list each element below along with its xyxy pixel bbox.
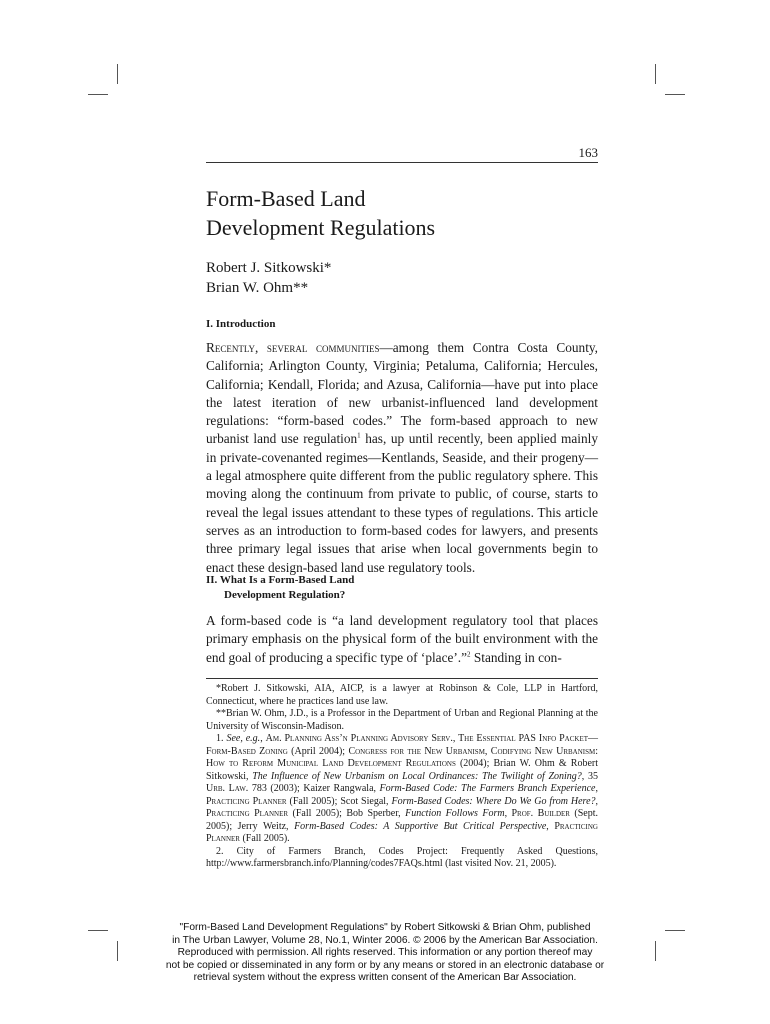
- fn-smallcaps: Practicing Planner: [206, 820, 598, 844]
- body-paragraph: [206, 612, 598, 667]
- author-name: Robert J. Sitkowski*: [206, 260, 332, 276]
- fn-text: 783 (2003); Kaizer Rangwala,: [248, 783, 380, 794]
- fn-text: ,: [595, 795, 599, 807]
- fn-smallcaps: Urb. Law.: [206, 783, 249, 794]
- footnote: **Brian W. Ohm, J.D., is a Professor in the Department of Urban and Regional Planning at the University of Wisconsin-Madison.: [206, 708, 598, 732]
- article-title: [206, 184, 598, 242]
- author-name: Brian W. Ohm**: [206, 280, 309, 296]
- fn-smallcaps: Prof. Builder: [511, 808, 570, 819]
- crop-mark: [665, 94, 685, 95]
- fn-text: ,: [504, 808, 512, 819]
- section-heading: [206, 573, 354, 603]
- footnotes: [206, 683, 598, 871]
- fn-text: (April 2004);: [287, 745, 349, 757]
- author-list: [206, 258, 331, 298]
- fn-text: ,: [595, 783, 598, 794]
- footnote-ref[interactable]: 1: [357, 432, 361, 441]
- fn-italic: The Influence of New Urbanism on Local Ordinances: The Twilight of Zoning?: [252, 770, 582, 782]
- copyright-line: retrieval system without the express written consent of the American Bar Association.: [193, 972, 577, 983]
- footnote-ref[interactable]: 2: [467, 650, 471, 659]
- paragraph-text: Standing in con-: [470, 649, 562, 665]
- fn-smallcaps: Practicing Planner: [206, 808, 289, 819]
- fn-text: (Sept. 2005); Jerry Weitz,: [206, 808, 598, 832]
- fn-text: (2004); Brian W. Ohm & Robert Sitkowski,: [206, 758, 598, 782]
- paragraph-text: —among them Contra Costa County, California; Arlington County, Virginia; Petaluma, California; Hercules, California; Kendall, Florida; and Azusa, California—have put into place the latest iteration of new urbanist-influenced land development regulations: “form-based codes.” The form-based approach to new urbanist land use regulation: [206, 340, 598, 447]
- fn-text: (Fall 2005); Bob Sperber,: [288, 808, 406, 819]
- fn-italic: Form-Based Codes: Where Do We Go from Here?: [391, 795, 596, 807]
- paragraph-text: A form-based code is “a land development regulatory tool that places primary emphasis on the physical form of the built environment with the end goal of producing a specific type of ‘place’.”: [206, 613, 598, 665]
- footnote: [206, 733, 598, 846]
- copyright-line: "Form-Based Land Development Regulations" by Robert Sitkowski & Brian Ohm, published: [179, 922, 591, 933]
- footnote: 2. City of Farmers Branch, Codes Project: Frequently Asked Questions, http://www.farmersbranch.info/Planning/codes7FAQs.html (last visited Nov. 21, 2005).: [206, 845, 598, 869]
- fn-text: ,: [260, 733, 266, 744]
- copyright-notice: [0, 922, 770, 985]
- copyright-line: not be copied or disseminated in any form or by any means or stored in an electronic database or: [165, 959, 605, 971]
- fn-smallcaps: Am. Planning Ass’n Planning Advisory Serv., The Essential PAS Info Packet—Form-Based Zoning: [206, 733, 599, 757]
- fn-text: (Fall 2005); Scot Siegal,: [286, 795, 392, 807]
- fn-num: 1.: [216, 733, 227, 744]
- fn-text: , 35: [581, 770, 598, 782]
- heading-line: II. What Is a Form-Based Land: [206, 574, 355, 586]
- fn-text: ,: [546, 820, 555, 832]
- page-number: 163: [578, 145, 598, 160]
- fn-italic: Form-Based Codes: A Supportive But Critical Perspective: [294, 820, 547, 832]
- copyright-line: in The Urban Lawyer, Volume 28, No.1, Winter 2006. © 2006 by the American Bar Association.: [172, 934, 598, 946]
- crop-mark: [655, 64, 656, 84]
- fn-smallcaps: Congress for the New Urbanism, Codifying New Urbanism: How to Reform Municipal Land Development Regulations: [206, 745, 599, 769]
- title-line: Development Regulations: [206, 215, 436, 240]
- header-rule: [206, 162, 598, 163]
- body-paragraph: [206, 339, 598, 577]
- fn-italic: Function Follows Form: [405, 808, 505, 819]
- heading-line: Development Regulation?: [224, 589, 346, 601]
- title-line: Form-Based Land: [206, 186, 366, 211]
- fn-italic: Form-Based Code: The Farmers Branch Experience: [379, 783, 596, 794]
- copyright-line: Reproduced with permission. All rights reserved. This information or any portion thereof may: [177, 947, 593, 958]
- fn-smallcaps: Practicing Planner: [206, 795, 287, 807]
- crop-mark: [117, 64, 118, 84]
- lead-in: Recently, several communities: [206, 340, 380, 355]
- section-heading: I. Introduction: [206, 318, 276, 330]
- fn-text: (Fall 2005).: [239, 833, 290, 844]
- fn-italic: See, e.g.: [226, 733, 261, 744]
- paragraph-text: has, up until recently, been applied mainly in private-covenanted regimes—Kentlands, Seaside, and their progeny—a legal atmosphere quite different from the public regulatory sphere. This moving along the continuum from private to public, of course, starts to reveal the legal issues attendant to these types of regulations. This article serves as an introduction to form-based codes for lawyers, and presents three primary legal issues that arise when local governments begin to enact these design-based land use regulatory tools.: [206, 431, 598, 575]
- footnote: *Robert J. Sitkowski, AIA, AICP, is a lawyer at Robinson & Cole, LLP in Hartford, Connecticut, where he practices land use law.: [206, 683, 598, 707]
- crop-mark: [88, 94, 108, 95]
- footnote-rule: [206, 678, 598, 679]
